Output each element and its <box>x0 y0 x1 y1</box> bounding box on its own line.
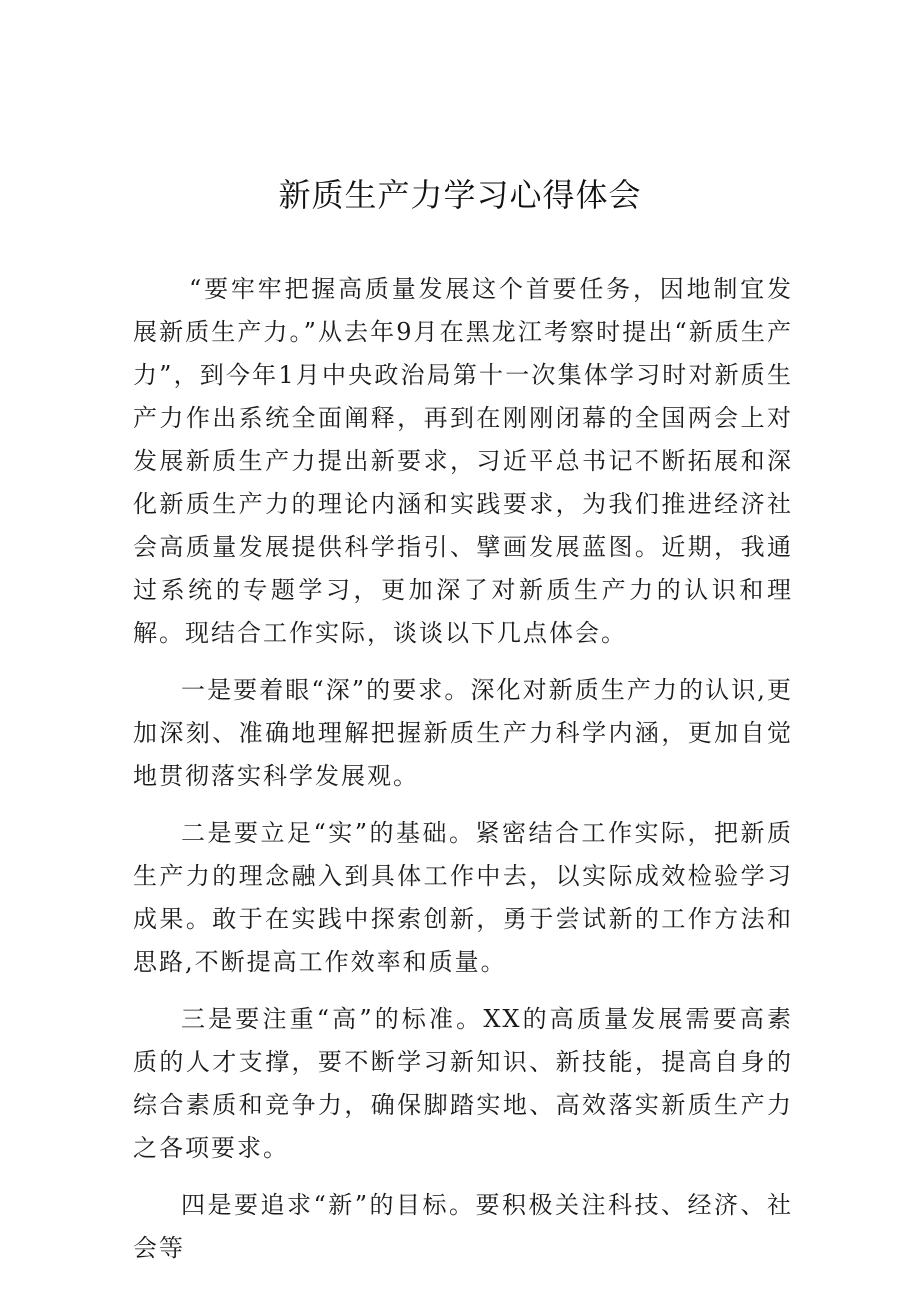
document-title: 新质生产力学习心得体会 <box>278 176 642 214</box>
paragraph-point-1: 一是要着眼“深”的要求。深化对新质生产力的认识,更加深刻、准确地理解把握新质生产力科学内涵，更加自觉地贯彻落实科学发展观。 <box>133 676 793 790</box>
paragraph-point-3: 三是要注重“高”的标准。XX的高质量发展需要高素质的人才支撑，要不断学习新知识、新技能，提高自身的综合素质和竞争力，确保脚踏实地、高效落实新质生产力之各项要求。 <box>133 1005 793 1162</box>
document-body <box>133 268 793 1284</box>
paragraph-point-2: 二是要立足“实”的基础。紧密结合工作实际，把新质生产力的理念融入到具体工作中去，以实际成效检验学习成果。敢于在实践中探索创新，勇于尝试新的工作方法和思路,不断提高工作效率和质量。 <box>133 819 793 976</box>
paragraph-point-4: 四是要追求“新”的目标。要积极关注科技、经济、社会等 <box>133 1191 793 1262</box>
paragraph-intro: “要牢牢把握高质量发展这个首要任务，因地制宜发展新质生产力。”从去年9月在黑龙江考察时提出“新质生产力”，到今年1月中央政治局第十一次集体学习时对新质生产力作出系统全面阐释，再到在刚刚闭幕的全国两会上对发展新质生产力提出新要求，习近平总书记不断拓展和深化新质生产力的理论内涵和实践要求，为我们推进经济社会高质量发展提供科学指引、擘画发展蓝图。近期，我通过系统的专题学习，更加深了对新质生产力的认识和理解。现结合工作实际，谈谈以下几点体会。 <box>133 275 793 647</box>
